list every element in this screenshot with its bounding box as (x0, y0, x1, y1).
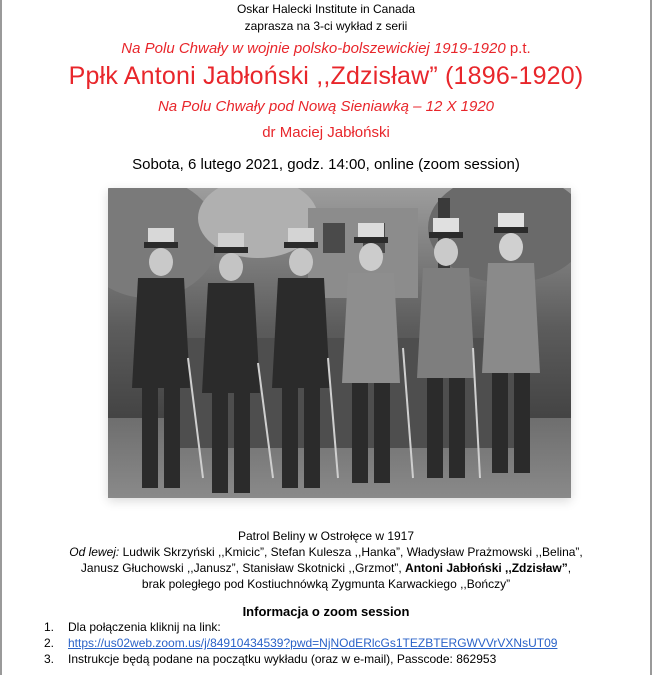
list-number: 2. (44, 636, 55, 650)
zoom-info-heading: Informacja o zoom session (242, 604, 410, 619)
caption-prefix: Od lewej: (69, 545, 120, 559)
lecture-title: Ppłk Antoni Jabłoński ,,Zdzisław” (1896-1920) (68, 62, 584, 90)
historical-photo (108, 188, 571, 498)
list-number: 3. (44, 652, 55, 666)
soldiers-photo-illustration (108, 188, 571, 498)
invitation-line: zaprasza na 3-ci wykład z serii (244, 19, 408, 33)
list-text: Dla połączenia kliknij na link: (68, 620, 221, 634)
caption-line-1-text: Ludwik Skrzyński ,,Kmicic”, Stefan Kulesza ,,Hanka”, Władysław Prażmowski ,,Belina”, (119, 545, 583, 559)
speaker-name: dr Maciej Jabłoński (262, 124, 390, 141)
photo-caption-line-1 (0, 545, 652, 559)
zoom-link[interactable]: https://us02web.zoom.us/j/84910434539?pwd=NjNOdERlcGs1TEZBTERGWVVrVXNsUT09 (68, 636, 558, 650)
photo-caption-line-3: brak poległego pod Kostiuchnówką Zygmunta Karwackiego ,,Bończy” (141, 577, 511, 591)
photo-caption-line-2 (0, 561, 652, 575)
caption-line-2-end: , (567, 561, 572, 575)
series-line (0, 40, 652, 57)
series-name: Na Polu Chwały w wojnie polsko-bolszewickiej 1919-1920 (121, 40, 506, 57)
list-number: 1. (44, 620, 55, 634)
lecture-subtitle: Na Polu Chwały pod Nową Sieniawką – 12 X 1920 (157, 98, 495, 115)
list-text: Instrukcje będą podane na początku wykładu (oraz w e-mail), Passcode: 862953 (68, 652, 497, 666)
caption-line-2-bold: Antoni Jabłoński ,,Zdzisław” (405, 561, 568, 575)
series-suffix: p.t. (505, 40, 531, 57)
photo-caption-title: Patrol Beliny w Ostrołęce w 1917 (237, 529, 415, 543)
event-date: Sobota, 6 lutego 2021, godz. 14:00, online (zoom session) (132, 156, 520, 173)
organization-name: Oskar Halecki Institute in Canada (236, 2, 416, 16)
caption-line-2-start: Janusz Głuchowski ,,Janusz”, Stanisław Skotnicki ,,Grzmot”, (80, 561, 406, 575)
